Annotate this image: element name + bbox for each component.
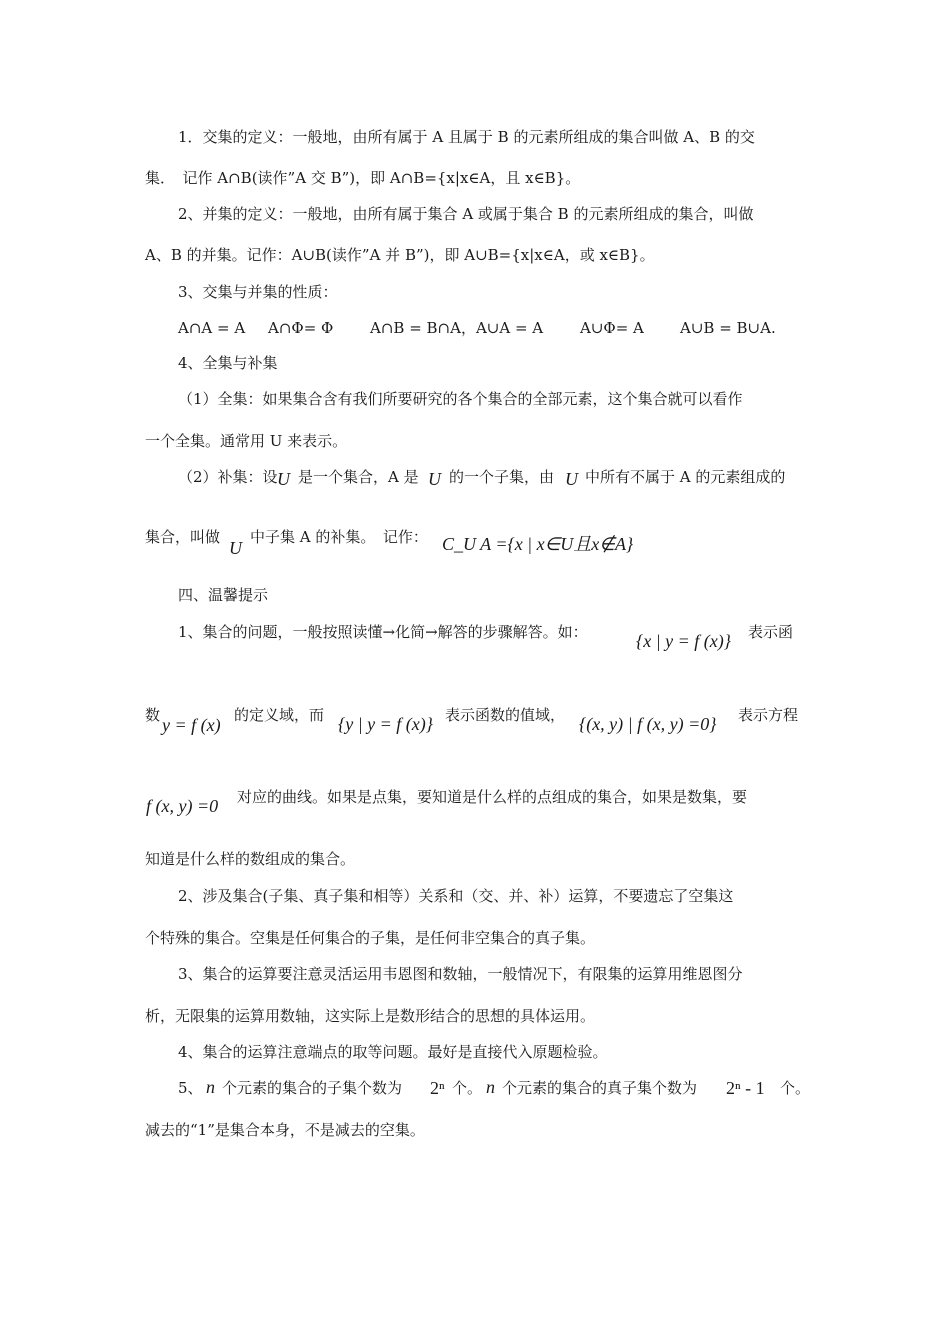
tip2-line2: 个特殊的集合。空集是任何集合的子集，是任何非空集合的真子集。 [145, 929, 596, 947]
tip5-line1-d: 个元素的集合的真子集个数为 [502, 1079, 698, 1097]
tip5-n-1: n [206, 1077, 215, 1097]
intersection-definition-line1: 1．交集的定义：一般地，由所有属于 A 且属于 B 的元素所组成的集合叫做 A、B 的交 [178, 128, 755, 146]
complement-line1-a: （2）补集：设 [178, 468, 278, 486]
tip1-line1-a: 1、集合的问题，一般按照读懂→化简→解答的步骤解答。如： [178, 623, 588, 641]
tip5-line2: 减去的“1”是集合本身，不是减去的空集。 [145, 1121, 425, 1139]
tip1-formula-4: {(x, y) | f (x, y) =0} [579, 714, 717, 734]
tip4: 4、集合的运算注意端点的取等问题。最好是直接代入原题检验。 [178, 1043, 608, 1061]
complement-formula: C_U A ={x | x∈U且x∉A} [442, 534, 634, 554]
tip5-power-2: 2ⁿ - 1 [726, 1078, 765, 1098]
complement-line1-c: 的一个子集，由 [449, 468, 555, 486]
tip3-line1: 3、集合的运算要注意灵活运用韦恩图和数轴，一般情况下，有限集的运算用维恩图分 [178, 965, 743, 983]
complement-line1-b: 是一个集合，A 是 [298, 468, 419, 486]
tip1-line2-c: 表示函数的值域， [445, 706, 566, 724]
universal-complement-heading: 4、全集与补集 [178, 354, 278, 372]
tip1-line2-a: 数 [145, 706, 161, 724]
universal-set-line1: （1）全集：如果集合含有我们所要研究的各个集合的全部元素，这个集合就可以看作 [178, 390, 743, 408]
union-definition-line2: A、B 的并集。记作：A∪B(读作”A 并 B”)，即 A∪B={x|x∈A，或 x∈B}。 [145, 246, 655, 264]
tip1-formula-5: f (x, y) =0 [146, 796, 219, 816]
complement-line1-d: 中所有不属于 A 的元素组成的 [585, 468, 786, 486]
tip5-line1-a: 5、 [178, 1079, 203, 1097]
tip5-n-2: n [486, 1077, 495, 1097]
universal-set-line2: 一个全集。通常用 U 来表示。 [145, 432, 348, 450]
property-4: A∪Φ= A [580, 319, 644, 337]
tip1-line1-b: 表示函 [748, 623, 794, 641]
union-definition-line1: 2、并集的定义：一般地，由所有属于集合 A 或属于集合 B 的元素所组成的集合，叫做 [178, 205, 754, 223]
tip1-line3: 对应的曲线。如果是点集，要知道是什么样的点组成的集合，如果是数集，要 [237, 788, 748, 806]
tip3-line2: 析，无限集的运算用数轴，这实际上是数形结合的思想的具体运用。 [145, 1007, 596, 1025]
tip1-line2-d: 表示方程 [738, 706, 799, 724]
tip2-line1: 2、涉及集合(子集、真子集和相等）关系和（交、并、补）运算，不要遗忘了空集这 [178, 887, 734, 905]
property-5: A∪B = B∪A. [680, 319, 776, 337]
tip5-power-1: 2ⁿ [430, 1078, 445, 1098]
universal-symbol-3: U [565, 469, 578, 489]
intersection-definition-line2: 集． 记作 A∩B(读作”A 交 B”)，即 A∩B={x|x∈A，且 x∈B}。 [145, 169, 581, 187]
tip1-formula-2: y = f (x) [162, 715, 221, 735]
universal-symbol-2: U [428, 469, 441, 489]
tip5-line1-e: 个。 [780, 1079, 811, 1097]
properties-heading: 3、交集与并集的性质： [178, 283, 338, 301]
complement-line2-b: 中子集 A 的补集。 记作： [250, 528, 428, 546]
property-1: A∩A = A [178, 319, 246, 337]
tips-title: 四、温馨提示 [178, 586, 269, 604]
universal-symbol-1: U [277, 469, 290, 489]
tip1-line2-b: 的定义域，而 [234, 706, 325, 724]
property-2: A∩Φ= Φ [268, 319, 334, 337]
tip1-formula-1: {x | y = f (x)} [636, 631, 731, 651]
tip5-line1-c: 个。 [452, 1079, 483, 1097]
complement-line2-a: 集合，叫做 [145, 528, 221, 546]
tip1-line4: 知道是什么样的数组成的集合。 [145, 850, 356, 868]
property-3: A∩B = B∩A，A∪A = A [370, 319, 544, 337]
tip1-formula-3: {y | y = f (x)} [338, 714, 433, 734]
tip5-line1-b: 个元素的集合的子集个数为 [222, 1079, 403, 1097]
universal-symbol-4: U [229, 538, 242, 558]
